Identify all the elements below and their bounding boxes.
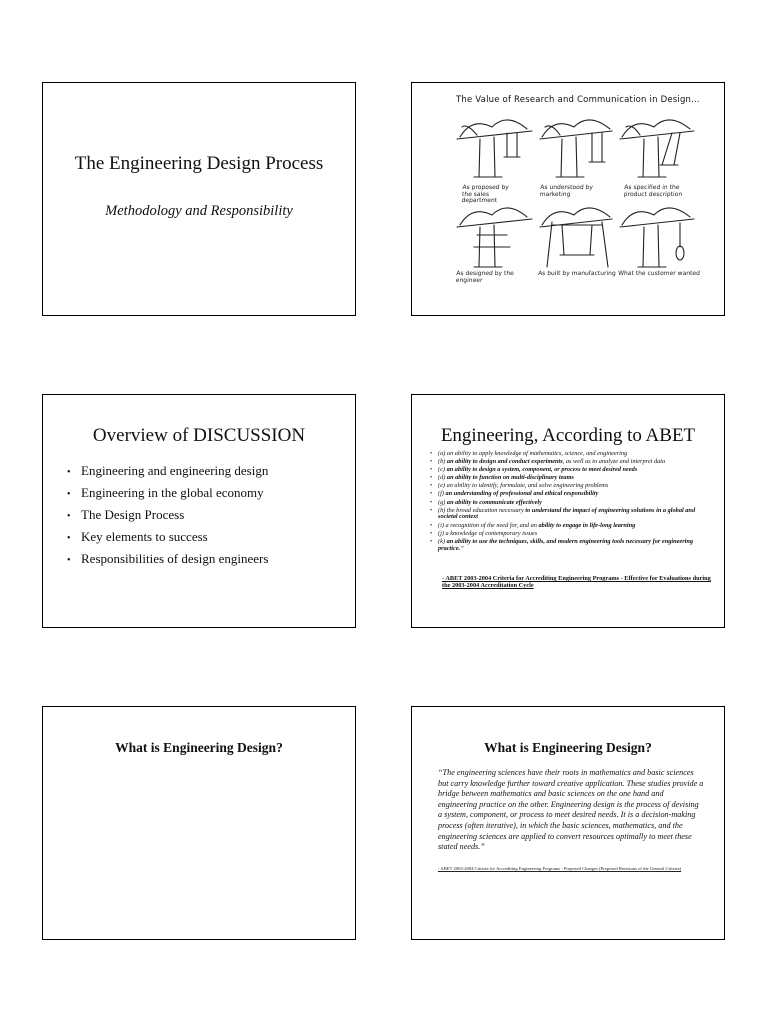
cartoon-caption-2: As understood by marketing [539,184,594,198]
slide-title [42,82,356,316]
abet-criteria-list [430,451,714,554]
slide-4-title: Engineering, According to ABET [440,425,696,446]
list-item: • (e) an ability to identify, formulate, and solve engineering problems [430,482,609,490]
tree-panel-4 [457,208,532,267]
abet-source-citation: - ABET 2003-2004 Criteria for Accrediting Engineering Programs - Effective for Evaluations during the 2003-2004 Accreditation Cycle [442,575,711,589]
slide-1-subtitle: Methodology and Responsibility [105,203,293,219]
list-item: • (b) an ability to design and conduct experiments, as well as to analyze and interpret data [430,458,666,466]
slide-what-is-design-quote [411,706,725,940]
list-item: • (j) a knowledge of contemporary issues [430,529,538,537]
tree-panel-1 [457,120,532,177]
slide-1-title: The Engineering Design Process [74,153,324,174]
bullet-icon: • [67,511,71,522]
list-item: • (c) an ability to design a system, component, or process to meet desired needs [430,466,638,474]
list-item: • Engineering and engineering design [67,463,269,478]
slide-3-title: Overview of DISCUSSION [92,425,306,446]
slide-what-is-design-blank [42,706,356,940]
quote-source-citation: - ABET 2003-2004 Criteria for Accrediting Engineering Programs - Proposed Changes (Proposed Revisions of the General Criteria) [438,866,682,871]
slide-5-title: What is Engineering Design? [115,740,283,755]
slide-6-title: What is Engineering Design? [484,740,652,755]
list-item: • Engineering in the global economy [67,485,264,500]
bullet-icon: • [67,489,71,500]
slide-abet-criteria [411,394,725,628]
cartoon-caption-1: As proposed by the sales department [461,184,510,204]
list-item: • (k) an ability to use the techniques, skills, and modern engineering tools necessary for engineering practice.” [430,537,694,552]
list-item: • Responsibilities of design engineers [67,551,269,566]
bullet-icon: • [67,533,71,544]
tree-panel-3 [620,120,694,177]
list-item: • (g) an ability to communicate effectively [430,498,542,506]
slide-overview [42,394,356,628]
cartoon-caption-5: As built by manufacturing [537,270,617,277]
list-item: • (a) an ability to apply knowledge of mathematics, science, and engineering [430,450,628,457]
list-item: • (h) the broad education necessary to understand the impact of engineering solutions in a global and societal context [430,506,696,521]
list-item: • (f) an understanding of professional and ethical responsibility [430,490,599,498]
slide-2-title: The Value of Research and Communication in Design… [456,95,700,105]
cartoon-caption-4: As designed by the engineer [455,270,515,284]
bullet-icon: • [67,467,71,478]
design-definition-quote: “The engineering sciences have their roots in mathematics and basic sciences but carry knowledge further toward creative application. These studies provide a bridge between mathematics and basic sciences on the one hand and engineering practice on the other. Engineering design is the process of devising a system, component, or process to meet desired needs. It is a decision-making process (often iterative), in which the basic sciences, mathematics, and the engineering sciences are applied to convert resources optimally to meet these stated needs.” [438,768,704,852]
cartoon-caption-6: What the customer wanted [617,270,701,277]
slide-tree-swing-cartoon [411,82,725,316]
tree-panel-5 [540,208,612,267]
bullet-icon: • [67,555,71,566]
cartoon-caption-3: As specified in the product description [623,184,683,198]
list-item: • The Design Process [67,507,185,522]
list-item: • Key elements to success [67,529,208,544]
overview-list [67,463,268,573]
tree-panel-2 [540,120,612,177]
list-item: • (i) a recognition of the need for, and an ability to engage in life-long learning [430,521,636,529]
tree-panel-6 [620,208,694,267]
list-item: • (d) an ability to function on multi-disciplinary teams [430,474,574,482]
